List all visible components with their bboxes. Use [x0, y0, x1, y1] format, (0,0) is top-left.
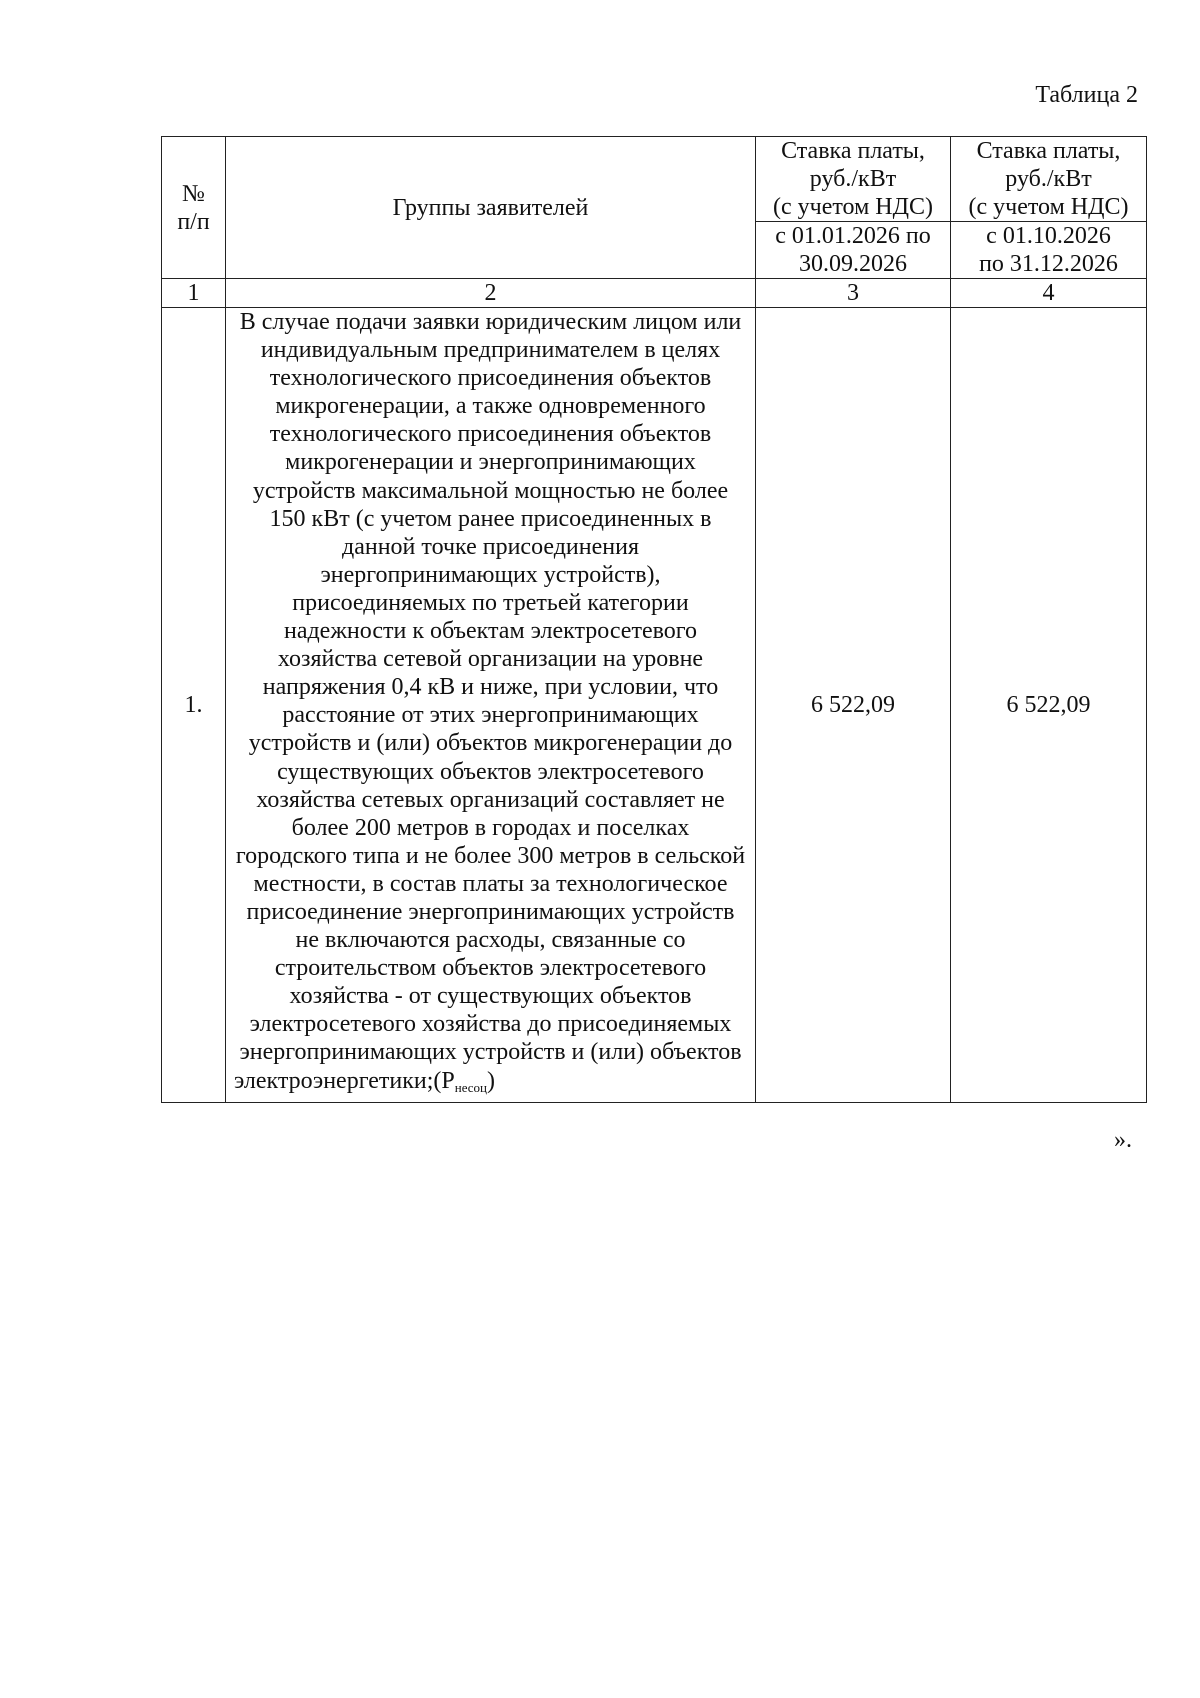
header-period-col4-label: с 01.10.2026 по 31.12.2026	[979, 223, 1118, 277]
header-rate-col3-label: Ставка платы, руб./кВт (с учетом НДС)	[773, 138, 933, 220]
row-number: 1.	[162, 308, 226, 1103]
description-subscript: несоц	[454, 1079, 488, 1095]
header-rate-col4-label: Ставка платы, руб./кВт (с учетом НДС)	[968, 138, 1129, 220]
header-group-label: Группы заявителей	[392, 194, 589, 221]
tariff-table	[161, 136, 1147, 1103]
rate-value-col3: 6 522,09	[756, 308, 951, 1103]
header-rate-col3	[756, 137, 951, 222]
header-rate-col4	[951, 137, 1147, 222]
header-period-col4	[951, 222, 1147, 279]
column-index-4: 4	[951, 279, 1147, 308]
column-index-2: 2	[226, 279, 756, 308]
header-row	[162, 137, 1147, 222]
column-index-row	[162, 279, 1147, 308]
description-end: )	[487, 1067, 496, 1094]
closing-quote-mark: ».	[1114, 1127, 1132, 1153]
applicant-group-description	[226, 308, 756, 1103]
header-group	[226, 137, 756, 279]
column-index-3: 3	[756, 279, 951, 308]
header-period-col3	[756, 222, 951, 279]
header-num-label: № п/п	[177, 180, 210, 235]
header-num	[162, 137, 226, 279]
column-index-1: 1	[162, 279, 226, 308]
table-caption: Таблица 2	[1035, 82, 1138, 108]
header-period-col3-label: с 01.01.2026 по 30.09.2026	[775, 223, 931, 277]
description-text: В случае подачи заявки юридическим лицом или индивидуальным предпринимателем в целях технологического присоединения объектов микрогенерации, а также одновременного технологического присоединения объектов микрогенерации и энергопринимающих устройств максимальной мощностью не более 150 кВт (с учетом ранее присоединенных в данной точке присоединения энергопринимающих устройств), присоединяемых по третьей категории надежности к объектам электросетевого хозяйства сетевой организации на уровне напряжения 0,4 кВ и ниже, при условии, что расстояние от этих энергопринимающих устройств и (или) объектов микрогенерации до существующих объектов электросетевого хозяйства сетевых организаций составляет не более 200 метров в городах и поселках городского типа и не более 300 метров в сельской местности, в состав платы за технологическое присоединение энергопринимающих устройств не включаются расходы, связанные со строительством объектов электросетевого хозяйства - от существующих объектов электросетевого хозяйства до присоединяемых энергопринимающих устройств и (или) объектов электроэнергетики;(P	[234, 309, 746, 1094]
rate-value-col4: 6 522,09	[951, 308, 1147, 1103]
table-row	[162, 308, 1147, 1103]
